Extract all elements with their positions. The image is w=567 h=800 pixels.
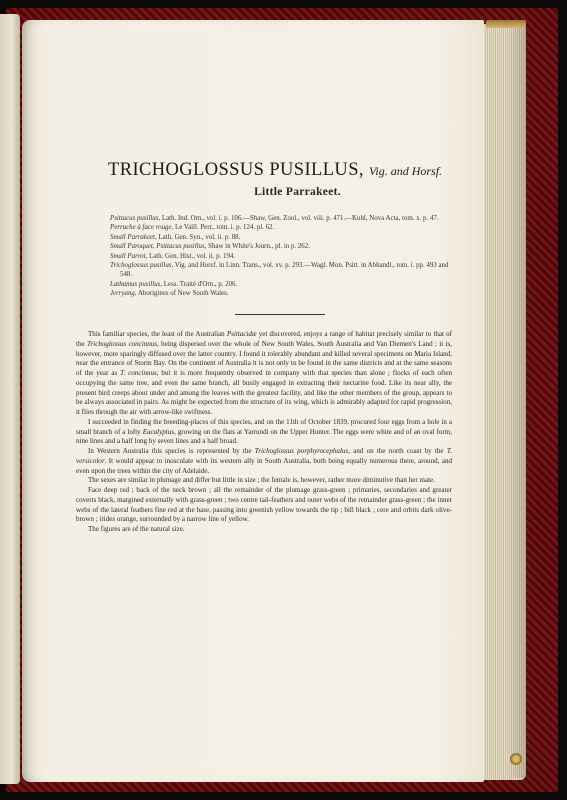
taxon-name: Trichoglossus concinnus xyxy=(86,339,158,348)
synonym-name: Jerryang, xyxy=(110,290,137,298)
paragraph-text: I succeeded in finding the breeding-places of this species, and on the 11th of October 1839, procured four eggs from a hole in a small branch of a lofty xyxy=(76,417,452,436)
body-paragraph xyxy=(76,476,452,486)
synonym-entry xyxy=(110,214,450,223)
paragraph-text: The sexes are similar in plumage and differ but little in size ; the female is, however, rather more diminutive than her mate. xyxy=(88,476,435,485)
paragraph-text: yet discovered, enjoys a range of habitat precisely similar to that of the xyxy=(76,330,452,348)
synonym-entry xyxy=(110,252,450,261)
synonym-entry xyxy=(110,261,450,280)
taxon-name: T. concinnus xyxy=(120,369,157,377)
synonym-name: Perruche à face rouge, xyxy=(110,224,174,232)
species-authority: Vig. and Horsf. xyxy=(368,164,443,178)
paragraph-text: , being dispersed over the whole of New South Wales, South Australia and Van Diemen's Land ; it is, however, more sparingly diffused over the latter country. I found it tolerably abundant and killed several specimens on Maria Island, near the entrance of Storm Bay. On the continent of Australia it is not only to be found in the same districts and at the same seasons of the year as xyxy=(76,339,453,377)
synonym-reference: Le Vaill. Perr., tom. i. p. 124. pl. 62. xyxy=(173,224,275,232)
synonym-entry xyxy=(110,280,450,289)
synonym-reference: Shaw in White's Journ., pl. in p. 262. xyxy=(206,243,310,251)
synonym-name: Lathamus pusillus, xyxy=(110,280,163,288)
body-paragraph xyxy=(76,447,452,476)
synonym-name: Small Paroquet, Psittacus pusillus, xyxy=(110,243,207,251)
synonym-reference: Lath. Ind. Orn., vol. i. p. 106.—Shaw, Gen. Zool., vol. viii. p. 471.—Kuhl, Nova Acta, tom. x. p. 47. xyxy=(160,215,439,222)
synonym-entry xyxy=(110,223,450,232)
taxon-name: Eucalyptus xyxy=(142,427,175,436)
synonym-reference: Less. Traité d'Orn., p. 206. xyxy=(162,280,238,288)
synonym-name: Trichoglossus pusillus, xyxy=(110,262,174,270)
paragraph-text: , and on the north coast by the xyxy=(348,447,447,455)
taxon-name: T. versicolor xyxy=(76,447,452,465)
synonym-reference: Lath. Gen. Hist., vol. ii. p. 194. xyxy=(147,252,236,260)
section-divider xyxy=(235,314,325,315)
gilt-corner-ornament xyxy=(510,752,522,766)
synonym-name: Small Parrot, xyxy=(110,252,148,260)
synonym-entry xyxy=(110,233,450,242)
synonym-name: Small Parrakeet, xyxy=(110,233,157,241)
body-paragraph xyxy=(76,330,452,418)
species-name: TRICHOGLOSSUS PUSILLUS, xyxy=(108,160,364,180)
synonymy-list xyxy=(110,214,450,299)
synonym-reference: Vig. and Horsf. in Linn. Trans., vol. xv. p. 293.—Wagl. Mon. Psitt. in Abhandl., tom. i. pp. 493 and 548. xyxy=(120,262,449,279)
paragraph-text: . It would appear to inosculate with its western ally in South Australia, both being equally numerous there, around, and even upon the trees within the city of Adelaide. xyxy=(76,456,452,475)
species-title xyxy=(108,160,443,181)
paragraph-text: , growing on the flats at Yarrundi on the Upper Hunter. The eggs were white and of an oval form, nine lines and a half long by seven lines and a half broad. xyxy=(76,427,452,446)
paragraph-text: The figures are of the natural size. xyxy=(88,525,185,533)
synonym-entry xyxy=(110,289,450,298)
common-name xyxy=(0,186,567,198)
synonym-reference: Aborigines of New South Wales. xyxy=(136,290,229,298)
synonym-entry xyxy=(110,242,450,251)
left-page-edge xyxy=(0,14,20,784)
paragraph-text: , but it is more frequently observed in company with that species than alone ; flocks of each often occupying the same tree, and even the same branch, all busily engaged in extracting their nectarine food. Like its near ally, the present bird creeps about under and among the leaves with the greatest facility, and like the other members of the group, appears to be always associated in pairs. As might be expected from the structure of its wing, which is admirably adapted for rapid progression, it flies through the air with arrow-like swiftness. xyxy=(76,369,452,416)
body-paragraph xyxy=(76,525,452,535)
taxon-name: Psittacidæ xyxy=(226,330,257,338)
page-edges-shadow xyxy=(508,26,530,778)
common-name-text: Little Parrakeet. xyxy=(254,186,341,198)
synonym-reference: Lath. Gen. Syn., vol. ii. p. 88. xyxy=(156,233,241,241)
body-text xyxy=(76,330,452,535)
taxon-name: Trichoglossus porphyrocephalus xyxy=(254,447,349,455)
synonym-name: Psittacus pusillus, xyxy=(110,215,161,222)
gilt-top-edge xyxy=(486,20,526,28)
body-paragraph xyxy=(76,486,452,525)
paragraph-text: This familiar species, the least of the Australian xyxy=(88,330,227,338)
body-paragraph xyxy=(76,418,452,447)
paragraph-text: In Western Australia this species is represented by the xyxy=(88,447,255,455)
paragraph-text: Face deep red ; back of the neck brown ; all the remainder of the plumage grass-green ; primaries, secondaries and greater coverts black, margined externally with grass-green ; two centre tail-feathers and outer webs of the remainder grass-green ; the inner webs of the lateral feathers fine red at the base, passing into greenish yellow towards the tip ; bill black ; cere and orbits dark olive-brown ; irides orange, surrounded by a narrow line of yellow. xyxy=(76,486,452,524)
